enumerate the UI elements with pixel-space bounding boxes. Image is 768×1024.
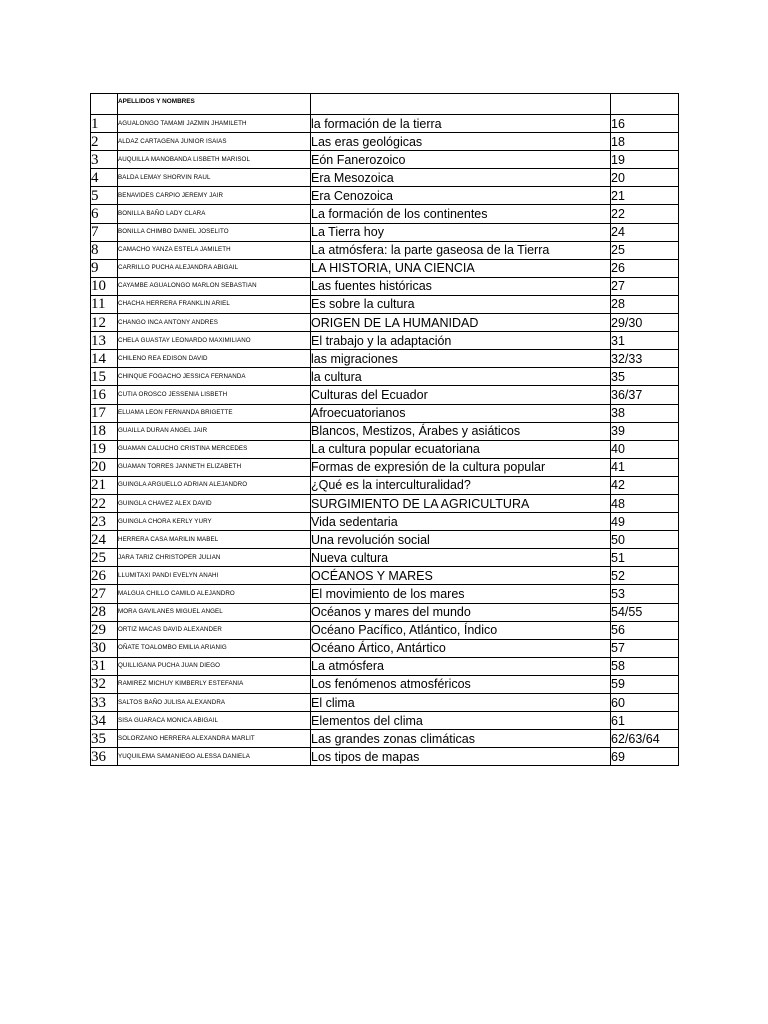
header-name-cell: APELLIDOS Y NOMBRES (118, 94, 311, 115)
page-numbers: 59 (611, 675, 679, 693)
page-numbers: 61 (611, 712, 679, 730)
row-number: 29 (91, 621, 118, 639)
topic-title: Las fuentes históricas (311, 277, 611, 295)
table-row (91, 368, 679, 386)
topic-title: Océanos y mares del mundo (311, 603, 611, 621)
student-name: MALGUA CHILLO CAMILO ALEJANDRO (118, 585, 311, 603)
page-numbers: 26 (611, 259, 679, 277)
page-numbers: 58 (611, 657, 679, 675)
page-numbers: 35 (611, 368, 679, 386)
student-name: LLUMITAXI PANDI EVELYN ANAHI (118, 567, 311, 585)
row-number: 21 (91, 476, 118, 494)
table-row (91, 458, 679, 476)
row-number: 3 (91, 151, 118, 169)
row-number: 18 (91, 422, 118, 440)
student-name: SOLORZANO HERRERA ALEXANDRA MARLIT (118, 730, 311, 748)
topic-title: las migraciones (311, 350, 611, 368)
topic-title: Océano Ártico, Antártico (311, 639, 611, 657)
page-numbers: 39 (611, 422, 679, 440)
row-number: 9 (91, 259, 118, 277)
student-name: HERRERA CASA MARILIN MABEL (118, 531, 311, 549)
student-name: CHELA GUASTAY LEONARDO MAXIMILIANO (118, 332, 311, 350)
student-name: AGUALONGO TAMAMI JAZMIN JHAMILETH (118, 115, 311, 133)
page-numbers: 48 (611, 494, 679, 512)
header-topic-cell (311, 94, 611, 115)
row-number: 31 (91, 657, 118, 675)
student-name: GUAMAN CALUCHO CRISTINA MERCEDES (118, 440, 311, 458)
table-row (91, 115, 679, 133)
row-number: 27 (91, 585, 118, 603)
row-number: 2 (91, 133, 118, 151)
row-number: 6 (91, 205, 118, 223)
row-number: 10 (91, 277, 118, 295)
topic-title: Las grandes zonas climáticas (311, 730, 611, 748)
student-name: SISA GUARACA MONICA ABIGAIL (118, 712, 311, 730)
table-row (91, 621, 679, 639)
table-row (91, 205, 679, 223)
student-name: CHANGO INCA ANTONY ANDRES (118, 314, 311, 332)
student-name: AUQUILLA MANOBANDA LISBETH MARISOL (118, 151, 311, 169)
page-numbers: 60 (611, 694, 679, 712)
student-name: CHILENO REA EDISON DAVID (118, 350, 311, 368)
row-number: 33 (91, 694, 118, 712)
topic-title: El trabajo y la adaptación (311, 332, 611, 350)
table-row (91, 295, 679, 313)
table-row (91, 567, 679, 585)
table-row (91, 675, 679, 693)
topic-title: Los fenómenos atmosféricos (311, 675, 611, 693)
topic-title: ¿Qué es la interculturalidad? (311, 476, 611, 494)
page-numbers: 69 (611, 748, 679, 766)
page-numbers: 18 (611, 133, 679, 151)
topic-title: Era Mesozoica (311, 169, 611, 187)
student-name: RAMIREZ MICHUY KIMBERLY ESTEFANIA (118, 675, 311, 693)
row-number: 1 (91, 115, 118, 133)
row-number: 5 (91, 187, 118, 205)
document-page (90, 93, 678, 766)
page-numbers: 49 (611, 513, 679, 531)
student-name: OÑATE TOALOMBO EMILIA ARIANIG (118, 639, 311, 657)
header-number-cell (91, 94, 118, 115)
page-numbers: 40 (611, 440, 679, 458)
topic-title: Elementos del clima (311, 712, 611, 730)
topic-title: LA HISTORIA, UNA CIENCIA (311, 259, 611, 277)
page-numbers: 20 (611, 169, 679, 187)
table-row (91, 549, 679, 567)
row-number: 24 (91, 531, 118, 549)
table-row (91, 440, 679, 458)
student-name: BALDA LEMAY SHORVIN RAUL (118, 169, 311, 187)
student-name: BONILLA CHIMBO DANIEL JOSELITO (118, 223, 311, 241)
topic-title: Blancos, Mestizos, Árabes y asiáticos (311, 422, 611, 440)
topic-title: El clima (311, 694, 611, 712)
page-numbers: 52 (611, 567, 679, 585)
table-row (91, 494, 679, 512)
header-page-cell (611, 94, 679, 115)
topic-title: La atmósfera: la parte gaseosa de la Tierra (311, 241, 611, 259)
table-body (91, 94, 679, 766)
student-name: CARRILLO PUCHA ALEJANDRA ABIGAIL (118, 259, 311, 277)
topic-title: la cultura (311, 368, 611, 386)
student-name: ALDAZ CARTAGENA JUNIOR ISAIAS (118, 133, 311, 151)
page-numbers: 22 (611, 205, 679, 223)
table-row (91, 187, 679, 205)
page-numbers: 29/30 (611, 314, 679, 332)
page-numbers: 50 (611, 531, 679, 549)
page-numbers: 21 (611, 187, 679, 205)
page-numbers: 62/63/64 (611, 730, 679, 748)
row-number: 19 (91, 440, 118, 458)
row-number: 8 (91, 241, 118, 259)
page-numbers: 53 (611, 585, 679, 603)
table-row (91, 748, 679, 766)
page-numbers: 28 (611, 295, 679, 313)
table-row (91, 332, 679, 350)
row-number: 28 (91, 603, 118, 621)
table-row (91, 350, 679, 368)
topic-title: OCÉANOS Y MARES (311, 567, 611, 585)
row-number: 36 (91, 748, 118, 766)
table-row (91, 585, 679, 603)
topic-title: SURGIMIENTO DE LA AGRICULTURA (311, 494, 611, 512)
row-number: 35 (91, 730, 118, 748)
row-number: 15 (91, 368, 118, 386)
topic-title: la formación de la tierra (311, 115, 611, 133)
student-name: GUINGLA ARGUELLO ADRIAN ALEJANDRO (118, 476, 311, 494)
page-numbers: 16 (611, 115, 679, 133)
row-number: 23 (91, 513, 118, 531)
student-name: BONILLA BAÑO LADY CLARA (118, 205, 311, 223)
student-name: YUQUILEMA SAMANIEGO ALESSA DANIELA (118, 748, 311, 766)
student-name: GUAMAN TORRES JANNETH ELIZABETH (118, 458, 311, 476)
student-name: MORA GAVILANES MIGUEL ANGEL (118, 603, 311, 621)
page-numbers: 31 (611, 332, 679, 350)
topic-title: El movimiento de los mares (311, 585, 611, 603)
page-numbers: 56 (611, 621, 679, 639)
table-header-row (91, 94, 679, 115)
row-number: 11 (91, 295, 118, 313)
table-row (91, 603, 679, 621)
page-numbers: 25 (611, 241, 679, 259)
student-name: CAYAMBE AGUALONGO MARLON SEBASTIAN (118, 277, 311, 295)
student-name: ELUAMA LEON FERNANDA BRIGETTE (118, 404, 311, 422)
page-numbers: 38 (611, 404, 679, 422)
table-row (91, 314, 679, 332)
row-number: 16 (91, 386, 118, 404)
student-name: SALTOS BAÑO JULISA ALEXANDRA (118, 694, 311, 712)
row-number: 7 (91, 223, 118, 241)
table-row (91, 712, 679, 730)
row-number: 26 (91, 567, 118, 585)
topic-title: Vida sedentaria (311, 513, 611, 531)
table-row (91, 277, 679, 295)
page-numbers: 24 (611, 223, 679, 241)
table-row (91, 133, 679, 151)
topic-title: Era Cenozoica (311, 187, 611, 205)
topic-title: Los tipos de mapas (311, 748, 611, 766)
table-row (91, 639, 679, 657)
table-row (91, 241, 679, 259)
row-number: 14 (91, 350, 118, 368)
topic-title: Océano Pacífico, Atlántico, Índico (311, 621, 611, 639)
page-numbers: 41 (611, 458, 679, 476)
table-row (91, 657, 679, 675)
topic-title: ORIGEN DE LA HUMANIDAD (311, 314, 611, 332)
student-name: CHACHA HERRERA FRANKLIN ARIEL (118, 295, 311, 313)
student-name: ORTIZ MACAS DAVID ALEXANDER (118, 621, 311, 639)
student-name: JARA TARIZ CHRISTOPER JULIAN (118, 549, 311, 567)
row-number: 12 (91, 314, 118, 332)
page-numbers: 32/33 (611, 350, 679, 368)
page-numbers: 51 (611, 549, 679, 567)
topic-title: Las eras geológicas (311, 133, 611, 151)
page-numbers: 19 (611, 151, 679, 169)
table-row (91, 386, 679, 404)
student-name: GUINGLA CHAVEZ ALEX DAVID (118, 494, 311, 512)
topic-title: La cultura popular ecuatoriana (311, 440, 611, 458)
row-number: 30 (91, 639, 118, 657)
topic-title: La atmósfera (311, 657, 611, 675)
student-name: QUILLIGANA PUCHA JUAN DIEGO (118, 657, 311, 675)
table-row (91, 259, 679, 277)
row-number: 32 (91, 675, 118, 693)
row-number: 20 (91, 458, 118, 476)
topic-title: La formación de los continentes (311, 205, 611, 223)
table-row (91, 422, 679, 440)
table-row (91, 169, 679, 187)
topic-title: Formas de expresión de la cultura popular (311, 458, 611, 476)
row-number: 22 (91, 494, 118, 512)
table-row (91, 476, 679, 494)
topic-title: Eón Fanerozoico (311, 151, 611, 169)
topic-title: Culturas del Ecuador (311, 386, 611, 404)
topic-title: Nueva cultura (311, 549, 611, 567)
student-name: GUINGLA CHORA KERLY YURY (118, 513, 311, 531)
page-numbers: 57 (611, 639, 679, 657)
table-row (91, 151, 679, 169)
row-number: 17 (91, 404, 118, 422)
topic-title: Una revolución social (311, 531, 611, 549)
student-name: CAMACHO YANZA ESTELA JAMILETH (118, 241, 311, 259)
student-topic-table (90, 93, 679, 766)
table-row (91, 730, 679, 748)
topic-title: Afroecuatorianos (311, 404, 611, 422)
student-name: CHINQUE FOGACHO JESSICA FERNANDA (118, 368, 311, 386)
table-row (91, 694, 679, 712)
student-name: CUTIA OROSCO JESSENIA LISBETH (118, 386, 311, 404)
row-number: 34 (91, 712, 118, 730)
table-row (91, 531, 679, 549)
row-number: 25 (91, 549, 118, 567)
student-name: GUAILLA DURAN ANGEL JAIR (118, 422, 311, 440)
page-numbers: 27 (611, 277, 679, 295)
table-row (91, 513, 679, 531)
student-name: BENAVIDES CARPIO JEREMY JAIR (118, 187, 311, 205)
row-number: 13 (91, 332, 118, 350)
topic-title: La Tierra hoy (311, 223, 611, 241)
table-row (91, 223, 679, 241)
topic-title: Es sobre la cultura (311, 295, 611, 313)
page-numbers: 42 (611, 476, 679, 494)
page-numbers: 36/37 (611, 386, 679, 404)
row-number: 4 (91, 169, 118, 187)
page-numbers: 54/55 (611, 603, 679, 621)
table-row (91, 404, 679, 422)
